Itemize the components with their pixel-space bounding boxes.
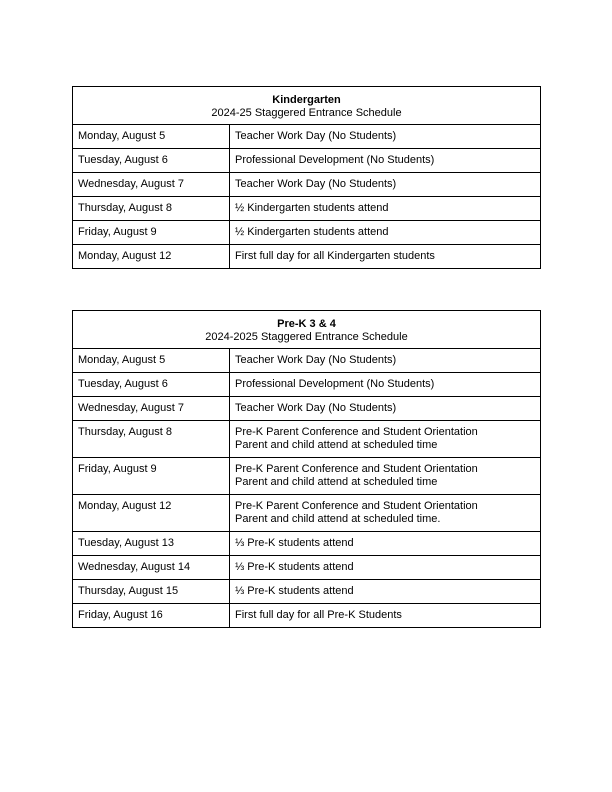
- event-line: Parent and child attend at scheduled time.: [235, 513, 441, 525]
- table-row: [73, 397, 541, 421]
- event-cell: [230, 173, 541, 197]
- table-row: [73, 197, 541, 221]
- table-header-row: [73, 87, 541, 125]
- event-cell: [230, 397, 541, 421]
- event-line: Teacher Work Day (No Students): [235, 354, 397, 366]
- event-cell: [230, 149, 541, 173]
- kindergarten-schedule-table: [72, 86, 541, 269]
- date-cell: Monday, August 12: [73, 495, 230, 532]
- event-cell: [230, 458, 541, 495]
- date-cell: Thursday, August 8: [73, 197, 230, 221]
- event-cell: [230, 495, 541, 532]
- table-row: [73, 421, 541, 458]
- table-row: [73, 125, 541, 149]
- date-cell: Friday, August 16: [73, 604, 230, 628]
- event-line: First full day for all Kindergarten students: [235, 250, 435, 262]
- event-line: Professional Development (No Students): [235, 378, 435, 390]
- event-cell: [230, 532, 541, 556]
- date-cell: Tuesday, August 13: [73, 532, 230, 556]
- table-row: [73, 604, 541, 628]
- table-title: Kindergarten: [272, 94, 341, 106]
- date-cell: Friday, August 9: [73, 458, 230, 495]
- table-row: [73, 173, 541, 197]
- date-cell: Tuesday, August 6: [73, 373, 230, 397]
- event-cell: [230, 373, 541, 397]
- date-cell: Friday, August 9: [73, 221, 230, 245]
- event-line: Pre-K Parent Conference and Student Orientation: [235, 463, 478, 475]
- table-row: [73, 532, 541, 556]
- event-line: Parent and child attend at scheduled time: [235, 476, 438, 488]
- table-row: [73, 221, 541, 245]
- table-subtitle: 2024-25 Staggered Entrance Schedule: [211, 107, 402, 119]
- event-cell: [230, 125, 541, 149]
- date-cell: Thursday, August 15: [73, 580, 230, 604]
- event-cell: [230, 580, 541, 604]
- event-line: ½ Kindergarten students attend: [235, 202, 389, 214]
- event-line: ½ Kindergarten students attend: [235, 226, 389, 238]
- event-line: Parent and child attend at scheduled time: [235, 439, 438, 451]
- event-line: First full day for all Pre-K Students: [235, 609, 402, 621]
- event-cell: [230, 421, 541, 458]
- date-cell: Thursday, August 8: [73, 421, 230, 458]
- event-line: Teacher Work Day (No Students): [235, 130, 397, 142]
- date-cell: Monday, August 5: [73, 125, 230, 149]
- event-cell: [230, 197, 541, 221]
- prek-schedule-table: [72, 310, 541, 628]
- table-row: [73, 458, 541, 495]
- date-cell: Wednesday, August 7: [73, 397, 230, 421]
- event-line: ⅓ Pre-K students attend: [235, 585, 354, 597]
- date-cell: Wednesday, August 14: [73, 556, 230, 580]
- event-line: Pre-K Parent Conference and Student Orientation: [235, 500, 478, 512]
- date-cell: Monday, August 12: [73, 245, 230, 269]
- event-cell: [230, 556, 541, 580]
- event-line: ⅓ Pre-K students attend: [235, 537, 354, 549]
- table-row: [73, 245, 541, 269]
- table-row: [73, 580, 541, 604]
- event-line: Professional Development (No Students): [235, 154, 435, 166]
- event-cell: [230, 245, 541, 269]
- date-cell: Wednesday, August 7: [73, 173, 230, 197]
- table-row: [73, 556, 541, 580]
- event-cell: [230, 221, 541, 245]
- table-row: [73, 373, 541, 397]
- event-cell: [230, 349, 541, 373]
- event-line: Teacher Work Day (No Students): [235, 402, 397, 414]
- table-row: [73, 349, 541, 373]
- date-cell: Monday, August 5: [73, 349, 230, 373]
- table-title-cell: [73, 311, 541, 349]
- table-subtitle: 2024-2025 Staggered Entrance Schedule: [205, 331, 408, 343]
- table-header-row: [73, 311, 541, 349]
- event-cell: [230, 604, 541, 628]
- date-cell: Tuesday, August 6: [73, 149, 230, 173]
- event-line: ⅓ Pre-K students attend: [235, 561, 354, 573]
- event-line: Teacher Work Day (No Students): [235, 178, 397, 190]
- table-title-cell: [73, 87, 541, 125]
- table-row: [73, 495, 541, 532]
- table-row: [73, 149, 541, 173]
- table-title: Pre-K 3 & 4: [277, 318, 336, 330]
- event-line: Pre-K Parent Conference and Student Orientation: [235, 426, 478, 438]
